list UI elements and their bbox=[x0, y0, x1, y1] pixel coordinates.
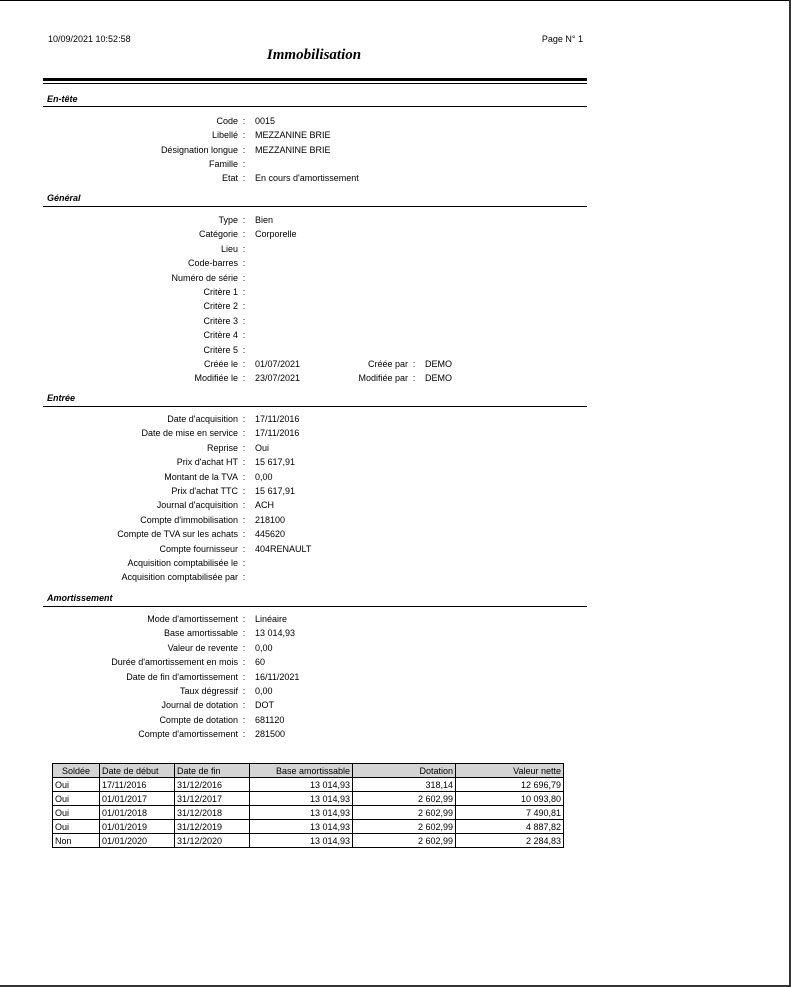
field-colon: : bbox=[242, 144, 246, 155]
field-label: Libellé bbox=[211, 130, 238, 141]
field-label: Critère 2 bbox=[203, 301, 238, 312]
field-label: Base amortissable bbox=[163, 628, 238, 639]
field-colon: : bbox=[242, 700, 246, 711]
field-row bbox=[0, 413, 791, 425]
table-header-row bbox=[53, 764, 564, 778]
cell-date-fin: 31/12/2017 bbox=[175, 792, 250, 806]
field-value: 0,00 bbox=[255, 642, 273, 653]
col-header-date-fin: Date de fin bbox=[175, 764, 250, 778]
field-label: Reprise bbox=[206, 442, 238, 453]
field-row bbox=[0, 485, 791, 497]
field-colon: : bbox=[242, 457, 246, 468]
field-row bbox=[0, 499, 791, 511]
field-row bbox=[0, 243, 791, 255]
field-row bbox=[0, 329, 791, 341]
title-rule-thin bbox=[43, 83, 587, 84]
field-value: 681120 bbox=[255, 714, 285, 725]
field-value: Linéaire bbox=[255, 614, 288, 624]
field-label: Désignation longue bbox=[160, 144, 238, 155]
field-value: 17/11/2016 bbox=[255, 414, 300, 424]
field-colon: : bbox=[242, 215, 246, 225]
field-row bbox=[0, 257, 791, 269]
table-row bbox=[53, 834, 564, 848]
field-label: Code bbox=[216, 116, 238, 126]
section-title-entete: En-tête bbox=[47, 94, 78, 104]
field-row bbox=[0, 699, 791, 711]
field-row bbox=[0, 300, 791, 312]
field-colon: : bbox=[242, 287, 246, 297]
field-value: DEMO bbox=[425, 373, 452, 384]
field-colon: : bbox=[242, 543, 246, 554]
field-label: Journal de dotation bbox=[161, 700, 238, 711]
field-colon: : bbox=[412, 373, 416, 384]
field-value: DOT bbox=[255, 700, 274, 711]
field-colon: : bbox=[242, 414, 246, 424]
cell-base-amortissable: 13 014,93 bbox=[250, 834, 353, 848]
field-value: 281500 bbox=[255, 729, 286, 740]
field-row bbox=[0, 214, 791, 226]
field-colon: : bbox=[242, 529, 246, 540]
field-colon: : bbox=[242, 344, 246, 355]
cell-soldee: Oui bbox=[53, 820, 100, 834]
field-label: Modifiée par bbox=[358, 373, 408, 384]
section-rule-entete bbox=[43, 106, 587, 107]
section-title-general: Général bbox=[47, 193, 81, 203]
field-colon: : bbox=[412, 359, 416, 369]
section-rule-general bbox=[43, 206, 587, 207]
field-row bbox=[0, 456, 791, 468]
col-header-valeur-nette: Valeur nette bbox=[456, 764, 564, 778]
print-datetime: 10/09/2021 10:52:58 bbox=[48, 34, 131, 44]
cell-dotation: 318,14 bbox=[353, 778, 456, 792]
field-colon: : bbox=[242, 373, 246, 384]
field-row-side bbox=[0, 358, 791, 370]
field-colon: : bbox=[242, 486, 246, 496]
field-row bbox=[0, 642, 791, 654]
field-colon: : bbox=[242, 442, 246, 453]
table-row bbox=[53, 792, 564, 806]
field-row-side bbox=[0, 372, 791, 384]
field-row bbox=[0, 272, 791, 284]
field-colon: : bbox=[242, 272, 246, 283]
table-row bbox=[53, 806, 564, 820]
cell-date-debut: 01/01/2018 bbox=[100, 806, 175, 820]
field-label: Code-barres bbox=[187, 258, 238, 269]
field-row bbox=[0, 557, 791, 569]
field-row bbox=[0, 344, 791, 356]
field-colon: : bbox=[242, 572, 246, 583]
cell-date-debut: 01/01/2020 bbox=[100, 834, 175, 848]
field-row bbox=[0, 714, 791, 726]
field-value: 15 617,91 bbox=[255, 457, 296, 468]
field-label: Lieu bbox=[220, 243, 238, 254]
field-row bbox=[0, 427, 791, 439]
field-value: Corporelle bbox=[255, 229, 297, 240]
field-label: Modifiée le bbox=[194, 373, 238, 384]
cell-dotation: 2 602,99 bbox=[353, 820, 456, 834]
field-value: 218100 bbox=[255, 514, 286, 525]
cell-dotation: 2 602,99 bbox=[353, 792, 456, 806]
col-header-base-amortissable: Base amortissable bbox=[250, 764, 353, 778]
field-value: Oui bbox=[255, 442, 270, 453]
field-row bbox=[0, 571, 791, 583]
field-row bbox=[0, 671, 791, 683]
cell-base-amortissable: 13 014,93 bbox=[250, 806, 353, 820]
section-title-entree: Entrée bbox=[47, 393, 76, 403]
cell-soldee: Oui bbox=[53, 806, 100, 820]
cell-soldee: Oui bbox=[53, 778, 100, 792]
field-value: En cours d'amortissement bbox=[255, 173, 359, 184]
field-row bbox=[0, 172, 791, 184]
field-row bbox=[0, 129, 791, 141]
amortization-table bbox=[52, 763, 564, 848]
cell-date-fin: 31/12/2019 bbox=[175, 820, 250, 834]
field-value: 15 617,91 bbox=[255, 486, 296, 496]
field-row bbox=[0, 613, 791, 625]
field-colon: : bbox=[242, 714, 246, 725]
cell-soldee: Oui bbox=[53, 792, 100, 806]
field-label: Famille bbox=[208, 158, 238, 169]
title-rule-thick bbox=[43, 78, 587, 81]
field-colon: : bbox=[242, 558, 246, 568]
field-label: Prix d'achat TTC bbox=[171, 486, 238, 496]
field-label: Créée le bbox=[203, 359, 238, 369]
field-colon: : bbox=[242, 116, 246, 126]
field-colon: : bbox=[242, 243, 246, 254]
cell-valeur-nette: 10 093,80 bbox=[456, 792, 564, 806]
cell-base-amortissable: 13 014,93 bbox=[250, 778, 353, 792]
field-row bbox=[0, 514, 791, 526]
section-title-amortissement: Amortissement bbox=[47, 593, 113, 603]
field-label: Taux dégressif bbox=[179, 686, 238, 696]
field-colon: : bbox=[242, 671, 246, 682]
field-label: Date de mise en service bbox=[141, 428, 238, 439]
field-row bbox=[0, 543, 791, 555]
field-label: Date d'acquisition bbox=[167, 414, 238, 424]
field-value: 17/11/2016 bbox=[255, 428, 300, 439]
field-colon: : bbox=[242, 514, 246, 525]
field-value: DEMO bbox=[425, 359, 452, 369]
field-colon: : bbox=[242, 686, 246, 696]
cell-date-debut: 17/11/2016 bbox=[100, 778, 175, 792]
cell-date-fin: 31/12/2020 bbox=[175, 834, 250, 848]
cell-base-amortissable: 13 014,93 bbox=[250, 792, 353, 806]
field-label: Critère 4 bbox=[203, 330, 238, 341]
field-label: Date de fin d'amortissement bbox=[126, 671, 238, 682]
field-label: Critère 5 bbox=[203, 344, 238, 355]
page-number: Page N° 1 bbox=[541, 34, 583, 44]
field-colon: : bbox=[242, 330, 246, 341]
section-rule-entree bbox=[43, 406, 587, 407]
field-colon: : bbox=[242, 642, 246, 653]
field-label: Montant de la TVA bbox=[164, 471, 238, 482]
col-header-dotation: Dotation bbox=[353, 764, 456, 778]
field-value: 16/11/2021 bbox=[255, 671, 300, 682]
field-colon: : bbox=[242, 301, 246, 312]
field-row bbox=[0, 656, 791, 668]
col-header-soldee: Soldée bbox=[53, 764, 100, 778]
field-label: Compte d'immobilisation bbox=[140, 514, 238, 525]
field-value: 60 bbox=[255, 657, 266, 668]
field-label: Acquisition comptabilisée par bbox=[121, 572, 238, 583]
cell-dotation: 2 602,99 bbox=[353, 806, 456, 820]
cell-date-fin: 31/12/2016 bbox=[175, 778, 250, 792]
field-colon: : bbox=[242, 428, 246, 439]
field-label: Acquisition comptabilisée le bbox=[127, 558, 238, 568]
field-row bbox=[0, 728, 791, 740]
field-colon: : bbox=[242, 258, 246, 269]
cell-valeur-nette: 12 696,79 bbox=[456, 778, 564, 792]
field-label: Mode d'amortissement bbox=[147, 614, 238, 624]
field-label: Compte de TVA sur les achats bbox=[117, 529, 238, 540]
field-value: 0015 bbox=[255, 116, 276, 126]
field-value: 404RENAULT bbox=[255, 543, 312, 554]
cell-soldee: Non bbox=[53, 834, 100, 848]
field-row bbox=[0, 115, 791, 127]
field-label: Valeur de revente bbox=[167, 642, 238, 653]
field-row bbox=[0, 144, 791, 156]
page-border-top bbox=[0, 0, 791, 1]
field-colon: : bbox=[242, 729, 246, 740]
field-label: Durée d'amortissement en mois bbox=[111, 657, 238, 668]
cell-date-debut: 01/01/2019 bbox=[100, 820, 175, 834]
field-colon: : bbox=[242, 229, 246, 240]
field-value: 0,00 bbox=[255, 471, 273, 482]
section-rule-amortissement bbox=[43, 606, 587, 607]
field-label: Compte de dotation bbox=[159, 714, 238, 725]
field-label: Catégorie bbox=[198, 229, 238, 240]
table-row bbox=[53, 778, 564, 792]
cell-dotation: 2 602,99 bbox=[353, 834, 456, 848]
field-row bbox=[0, 228, 791, 240]
cell-valeur-nette: 2 284,83 bbox=[456, 834, 564, 848]
cell-valeur-nette: 7 490,81 bbox=[456, 806, 564, 820]
field-row bbox=[0, 315, 791, 327]
field-row bbox=[0, 286, 791, 298]
field-value: ACH bbox=[255, 500, 275, 511]
page-title: Immobilisation bbox=[266, 47, 362, 63]
field-row bbox=[0, 158, 791, 170]
field-row bbox=[0, 471, 791, 483]
field-value: MEZZANINE BRIE bbox=[255, 144, 331, 155]
field-value: MEZZANINE BRIE bbox=[255, 130, 331, 141]
field-colon: : bbox=[242, 614, 246, 624]
field-label: Créée par bbox=[367, 359, 408, 369]
field-label: Compte d'amortissement bbox=[138, 729, 238, 740]
col-header-date-debut: Date de début bbox=[100, 764, 175, 778]
field-label: Numéro de série bbox=[171, 272, 238, 283]
field-colon: : bbox=[242, 173, 246, 184]
cell-date-fin: 31/12/2018 bbox=[175, 806, 250, 820]
field-label: Journal d'acquisition bbox=[156, 500, 238, 511]
field-colon: : bbox=[242, 628, 246, 639]
field-value: Bien bbox=[255, 215, 274, 225]
cell-base-amortissable: 13 014,93 bbox=[250, 820, 353, 834]
field-value: 23/07/2021 bbox=[255, 373, 301, 384]
field-colon: : bbox=[242, 359, 246, 369]
field-label: Prix d'achat HT bbox=[176, 457, 238, 468]
field-row bbox=[0, 442, 791, 454]
field-colon: : bbox=[242, 158, 246, 169]
cell-valeur-nette: 4 887,82 bbox=[456, 820, 564, 834]
field-label: Type bbox=[218, 215, 238, 225]
table-row bbox=[53, 820, 564, 834]
cell-date-debut: 01/01/2017 bbox=[100, 792, 175, 806]
field-colon: : bbox=[242, 500, 246, 511]
field-value: 445620 bbox=[255, 529, 286, 540]
field-colon: : bbox=[242, 471, 246, 482]
field-label: Compte fournisseur bbox=[159, 543, 238, 554]
field-label: Critère 1 bbox=[203, 287, 238, 297]
field-row bbox=[0, 627, 791, 639]
field-label: Etat bbox=[221, 173, 238, 184]
field-value: 13 014,93 bbox=[255, 628, 296, 639]
field-colon: : bbox=[242, 657, 246, 668]
field-label: Critère 3 bbox=[203, 315, 238, 326]
field-row bbox=[0, 528, 791, 540]
field-colon: : bbox=[242, 130, 246, 141]
field-row bbox=[0, 685, 791, 697]
field-value: 0,00 bbox=[255, 686, 273, 696]
field-value: 01/07/2021 bbox=[255, 359, 301, 369]
field-colon: : bbox=[242, 315, 246, 326]
